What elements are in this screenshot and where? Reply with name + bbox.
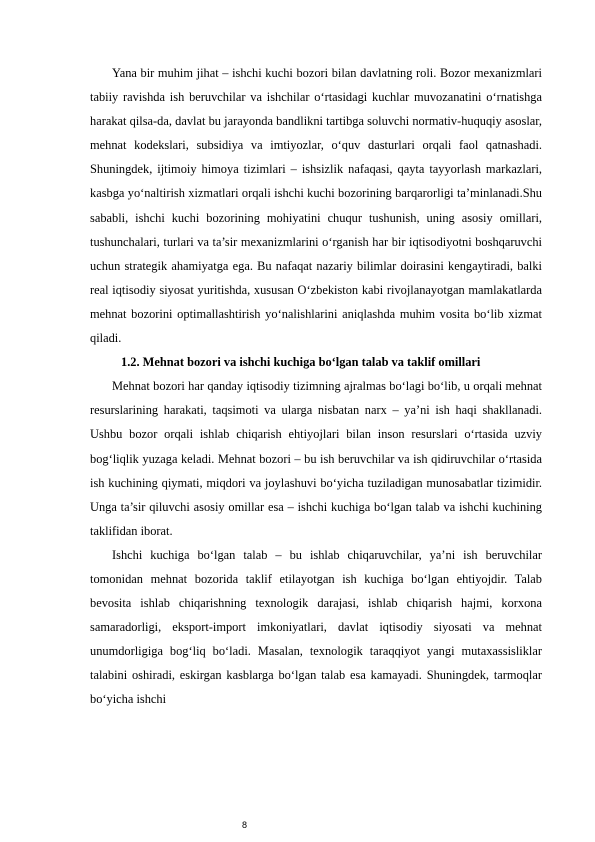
document-page [90,61,542,712]
paragraph-state-role: Yana bir muhim jihat – ishchi kuchi bozori bilan davlatning roli. Bozor mexanizmlari tabiiy ravishda ish beruvchilar va ishchilar o‘rtasidagi kuchlar muvozanatini o‘rnatishga harakat qilsa-da, davlat bu jarayonda bandlikni tartibga soluvchi normativ-huquqiy asoslar, mehnat kodekslari, subsidiya va imtiyozlar, o‘quv dasturlari orqali faol qatnashadi. Shuningdek, ijtimoiy himoya tizimlari – ishsizlik nafaqasi, qayta tayyorlash markazlari, kasbga yo‘naltirish xizmatlari orqali ishchi kuchi bozorining barqarorligi ta’minlanadi.Shu sababli, ishchi kuchi bozorining mohiyatini chuqur tushunish, uning asosiy omillari, tushunchalari, turlari va ta’sir mexanizmlarini o‘rganish har bir iqtisodiyotni boshqaruvchi uchun strategik ahamiyatga ega. Bu nafaqat nazariy bilimlar doirasini kengaytiradi, balki real iqtisodiy siyosat yuritishda, xususan O‘zbekiston kabi rivojlanayotgan mamlakatlarda mehnat bozorini optimallashtirish yo‘nalishlarini aniqlashda muhim vosita bo‘lib xizmat qiladi. [90,66,542,346]
page-number: 8 [242,820,248,830]
paragraph-labor-demand: Ishchi kuchiga bo‘lgan talab – bu ishlab chiqaruvchilar, ya’ni ish beruvchilar tomonidan mehnat bozorida taklif etilayotgan ish kuchiga bo‘lgan ehtiyojdir. Talab bevosita ishlab chiqarishning texnologik darajasi, ishlab chiqarish hajmi, korxona samaradorligi, eksport-import imkoniyatlari, davlat iqtisodiy siyosati va mehnat unumdorligiga bog‘liq bo‘ladi. Masalan, texnologik taraqqiyot yangi mutaxassisliklar talabini oshiradi, eskirgan kasblarga bo‘lgan talab esa kamayadi. Shuningdek, tarmoqlar bo‘yicha ishchi [90,547,542,707]
section-heading: 1.2. Mehnat bozori va ishchi kuchiga bo‘lgan talab va taklif omillari [121,355,481,370]
paragraph-labor-market: Mehnat bozori har qanday iqtisodiy tizimning ajralmas bo‘lagi bo‘lib, u orqali mehnat resurslarining harakati, taqsimoti va ularga nisbatan narx – ya’ni ish haqi shakllanadi. Ushbu bozor orqali ishlab chiqarish ehtiyojlari bilan inson resurslari o‘rtasida uzviy bog‘liqlik yuzaga keladi. Mehnat bozori – bu ish beruvchilar va ish qidiruvchilar o‘rtasida ish kuchining qiymati, miqdori va joylashuvi bo‘yicha tuziladigan munosabatlar tizimidir. Unga ta’sir qiluvchi asosiy omillar esa – ishchi kuchiga bo‘lgan talab va ishchi kuchining taklifidan iborat. [90,379,542,538]
